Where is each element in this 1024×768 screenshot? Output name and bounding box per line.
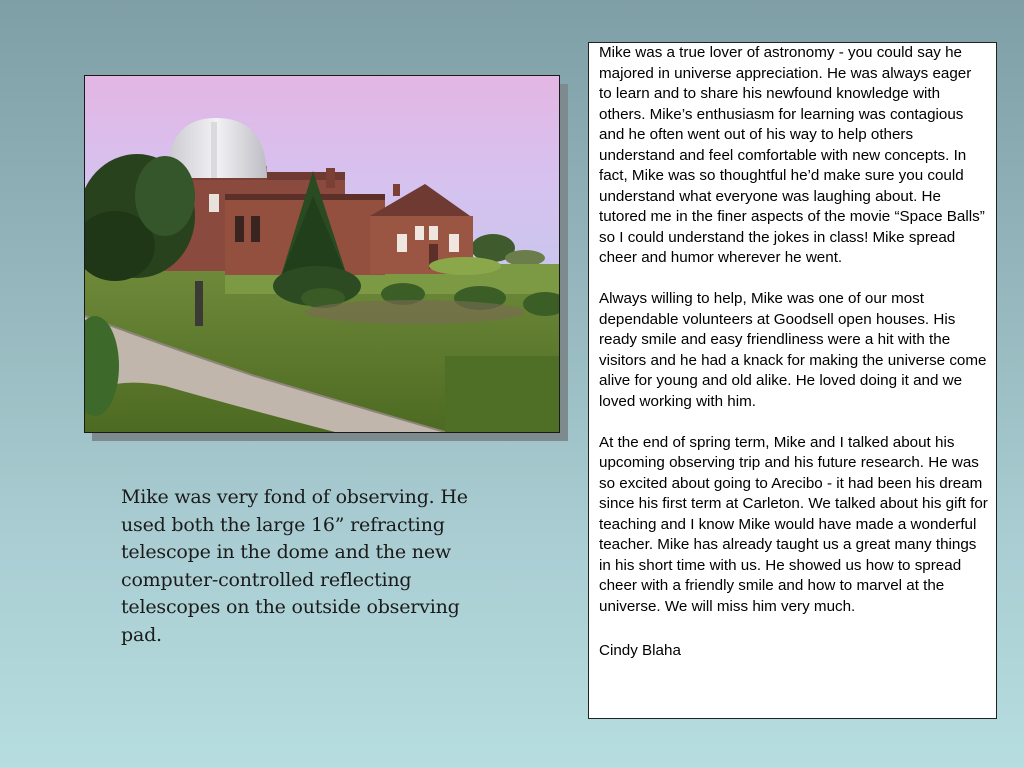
tribute-paragraph-1: Mike was a true lover of astronomy - you could say he majored in universe appreciation. He was always eager to learn and to share his newfound knowledge with others. Mike’s enthusiasm for learning was contagious and he often went out of his way to help others understand and feel comfortable with new concepts. In fact, Mike was so thoughtful he’d make sure you could understand what everyone was laughing about. He tutored me in the finer aspects of the movie “Space Balls” so I could understand the jokes in class! Mike spread cheer and humor wherever he went. <box>599 44 985 266</box>
paragraph-spacer <box>599 269 988 290</box>
signature-spacer <box>599 617 988 641</box>
tribute-paragraph-3: At the end of spring term, Mike and I talked about his upcoming observing trip and his future research. He was so excited about going to Arecibo - it had been his dream since his first term at Carleton. We talked about his gift for teaching and I know Mike would have made a wonderful teacher. Mike has already taught us a great many things in his short time with us. He showed us how to spread cheer with a friendly smile and how to marvel at the universe. We will miss him very much. <box>599 433 988 615</box>
photo-caption: Mike was very fond of observing. He used both the large 16” refracting telescope in the dome and the new computer-controlled reflecting telescopes on the outside observing pad. <box>121 486 468 646</box>
tribute-paragraph-2: Always willing to help, Mike was one of our most dependable volunteers at Goodsell open houses. His ready smile and easy friendliness were a hit with the visitors and he had a knack for making the universe come alive for young and old alike. He loved doing it and we loved working with him. <box>599 290 987 410</box>
signature: Cindy Blaha <box>599 642 681 659</box>
observatory-illustration <box>85 76 559 432</box>
paragraph-spacer <box>599 412 988 433</box>
observatory-photo <box>84 75 560 433</box>
tribute-text-box <box>588 42 997 719</box>
